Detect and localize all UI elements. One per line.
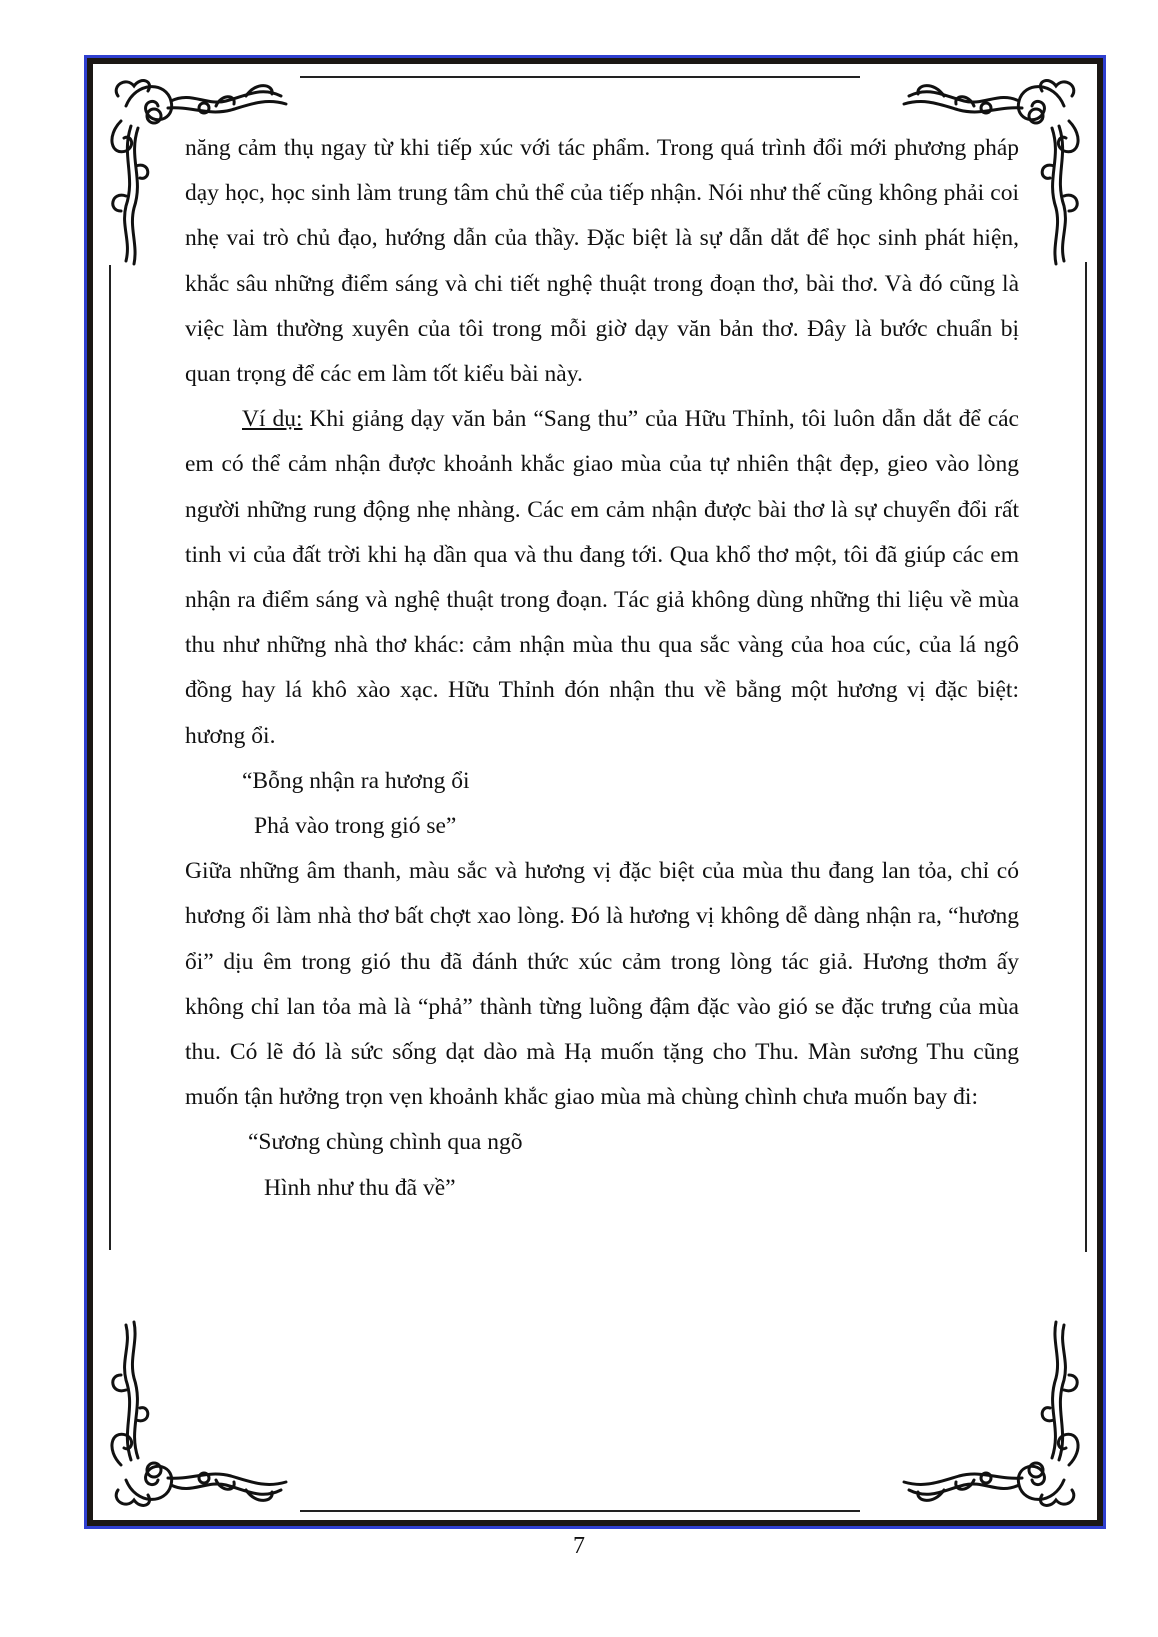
corner-ornament-bottom-left-icon — [96, 1320, 296, 1520]
paragraph-analysis: Giữa những âm thanh, màu sắc và hương vị đặc biệt của mùa thu đang lan tỏa, chỉ có hương ổi làm nhà thơ bất chợt xao lòng. Đó là hương vị không dễ dàng nhận ra, “hương ổi” dịu êm trong gió thu đã đánh thức xúc cảm trong lòng tác giả. Hương thơm ấy không chỉ lan tỏa mà là “phả” thành từng luồng đậm đặc vào gió se đặc trưng của mùa thu. Có lẽ đó là sức sống dạt dào mà Hạ muốn tặng cho Thu. Màn sương Thu cũng muốn tận hưởng trọn vẹn khoảnh khắc giao mùa mà chùng chình chưa muốn bay đi: — [185, 858, 1019, 1111]
inner-border-left-line — [109, 265, 111, 1250]
inner-border-right-line — [1085, 262, 1087, 1252]
paragraph-example — [185, 397, 1019, 759]
document-body — [185, 126, 1019, 1211]
inner-border-bottom-line — [300, 1510, 860, 1512]
poem-quote-2-line-1: “Sương chùng chình qua ngõ — [248, 1129, 523, 1156]
poem-quote-1-line-1: “Bỗng nhận ra hương ổi — [242, 767, 470, 794]
inner-border-top-line — [300, 76, 860, 78]
poem-quote-2-line-2: Hình như thu đã về” — [264, 1174, 456, 1201]
page-number: 7 — [573, 1533, 585, 1559]
paragraph-intro: năng cảm thụ ngay từ khi tiếp xúc với tác phẩm. Trong quá trình đổi mới phương pháp dạy học, học sinh làm trung tâm chủ thể của tiếp nhận. Nói như thế cũng không phải coi nhẹ vai trò chủ đạo, hướng dẫn của thầy. Đặc biệt là sự dẫn dắt để học sinh phát hiện, khắc sâu những điểm sáng và chi tiết nghệ thuật trong đoạn thơ, bài thơ. Và đó cũng là việc làm thường xuyên của tôi trong mỗi giờ dạy văn bản thơ. Đây là bước chuẩn bị quan trọng để các em làm tốt kiểu bài này. — [185, 135, 1019, 388]
example-label: Ví dụ: — [242, 406, 303, 433]
example-text: Khi giảng dạy văn bản “Sang thu” của Hữu Thỉnh, tôi luôn dẫn dắt để các em có thể cảm nhận được khoảnh khắc giao mùa của tự nhiên thật đẹp, gieo vào lòng người những rung động nhẹ nhàng. Các em cảm nhận được bài thơ là sự chuyển đổi rất tinh vi của đất trời khi hạ dần qua và thu đang tới. Qua khổ thơ một, tôi đã giúp các em nhận ra điểm sáng và nghệ thuật trong đoạn. Tác giả không dùng những thi liệu về mùa thu như những nhà thơ khác: cảm nhận mùa thu qua sắc vàng của hoa cúc, của lá ngô đồng hay lá khô xào xạc. Hữu Thỉnh đón nhận thu về bằng một hương vị đặc biệt: hương ổi. — [185, 406, 1019, 749]
poem-quote-1-line-2: Phả vào trong gió se” — [254, 813, 457, 840]
corner-ornament-bottom-right-icon — [894, 1320, 1094, 1520]
